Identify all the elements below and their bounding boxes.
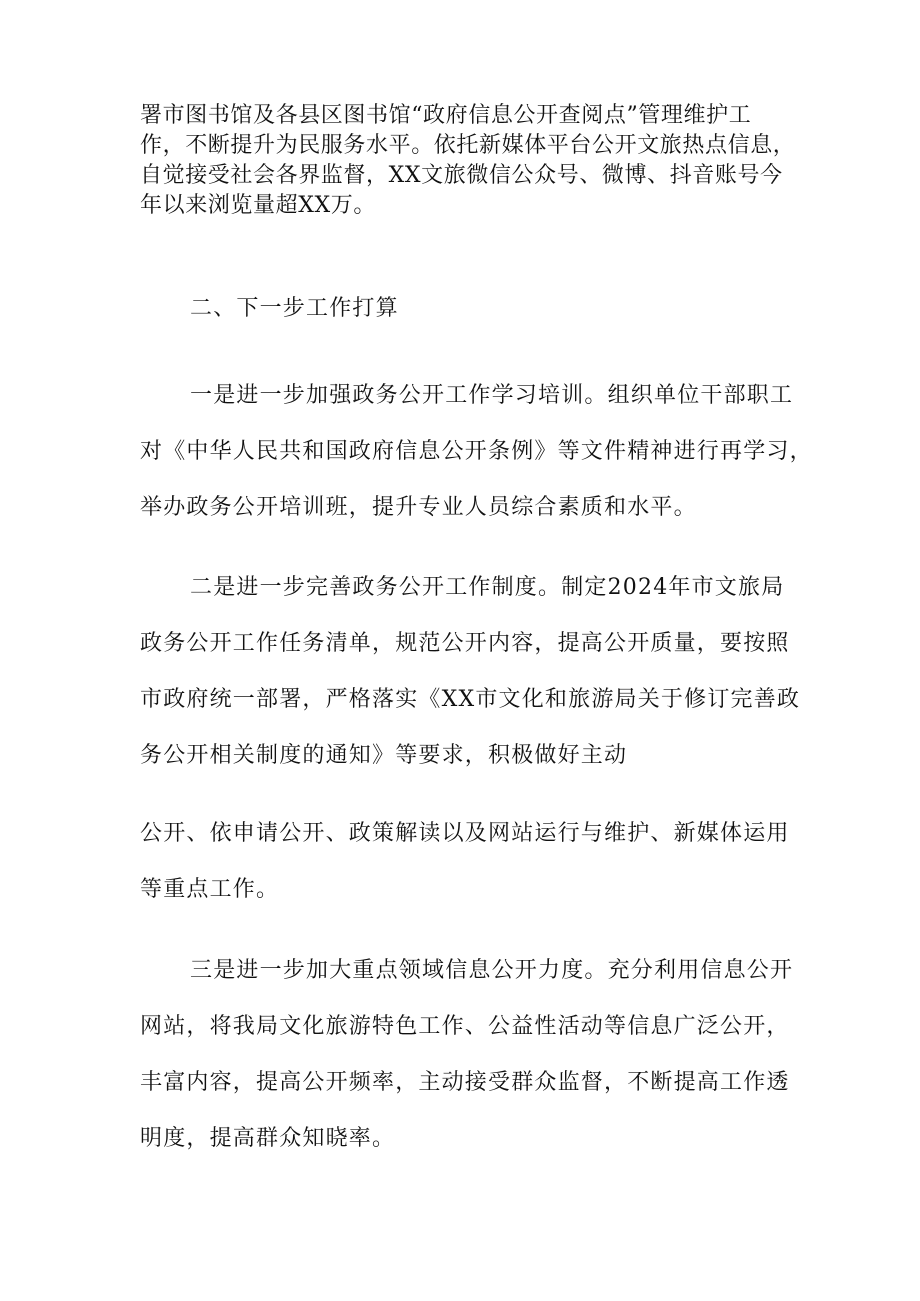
- text-line: 一是进一步加强政务公开工作学习培训。组织单位干部职工: [190, 383, 794, 408]
- text-line: 网站，将我局文化旅游特色工作、公益性活动等信息广泛公开，: [140, 1014, 790, 1039]
- text-line: 政务公开工作任务清单，规范公开内容，提高公开质量，要按照: [140, 631, 790, 656]
- text-line: 明度，提高群众知晓率。: [140, 1126, 396, 1151]
- text-line: 年以来浏览量超XX万。: [140, 193, 376, 218]
- text-line: 二是进一步完善政务公开工作制度。制定2024年市文旅局: [190, 575, 785, 600]
- text-line: 署市图书馆及各县区图书馆“政府信息公开查阅点”管理维护工: [140, 103, 752, 128]
- text-line: 丰富内容，提高公开频率，主动接受群众监督，不断提高工作透: [140, 1070, 790, 1095]
- paragraph-training: [140, 368, 813, 536]
- paragraph-system-continued: [140, 806, 790, 918]
- text-line: 作，不断提升为民服务水平。依托新媒体平台公开文旅热点信息，: [140, 133, 796, 158]
- text-line: 务公开相关制度的通知》等要求，积极做好主动: [140, 743, 628, 768]
- text-line: 市政府统一部署，严格落实《XX市文化和旅游局关于修订完善政: [140, 687, 801, 712]
- paragraph-system: [140, 560, 801, 784]
- text-line: 对《中华人民共和国政府信息公开条例》等文件精神进行再学习，: [140, 439, 813, 464]
- text-line: 自觉接受社会各界监督，XX文旅微信公众号、微博、抖音账号今: [140, 163, 783, 188]
- text-line: 等重点工作。: [140, 877, 280, 902]
- text-line: 三是进一步加大重点领域信息公开力度。充分利用信息公开: [190, 958, 794, 983]
- paragraph-key-areas: [140, 943, 794, 1167]
- text-line: 公开、依申请公开、政策解读以及网站运行与维护、新媒体运用: [140, 821, 790, 846]
- heading-text: 二、下一步工作打算: [190, 296, 399, 321]
- paragraph-media-oversight: [140, 101, 796, 221]
- text-line: 举办政务公开培训班，提升专业人员综合素质和水平。: [140, 495, 697, 520]
- section-heading: [140, 281, 790, 337]
